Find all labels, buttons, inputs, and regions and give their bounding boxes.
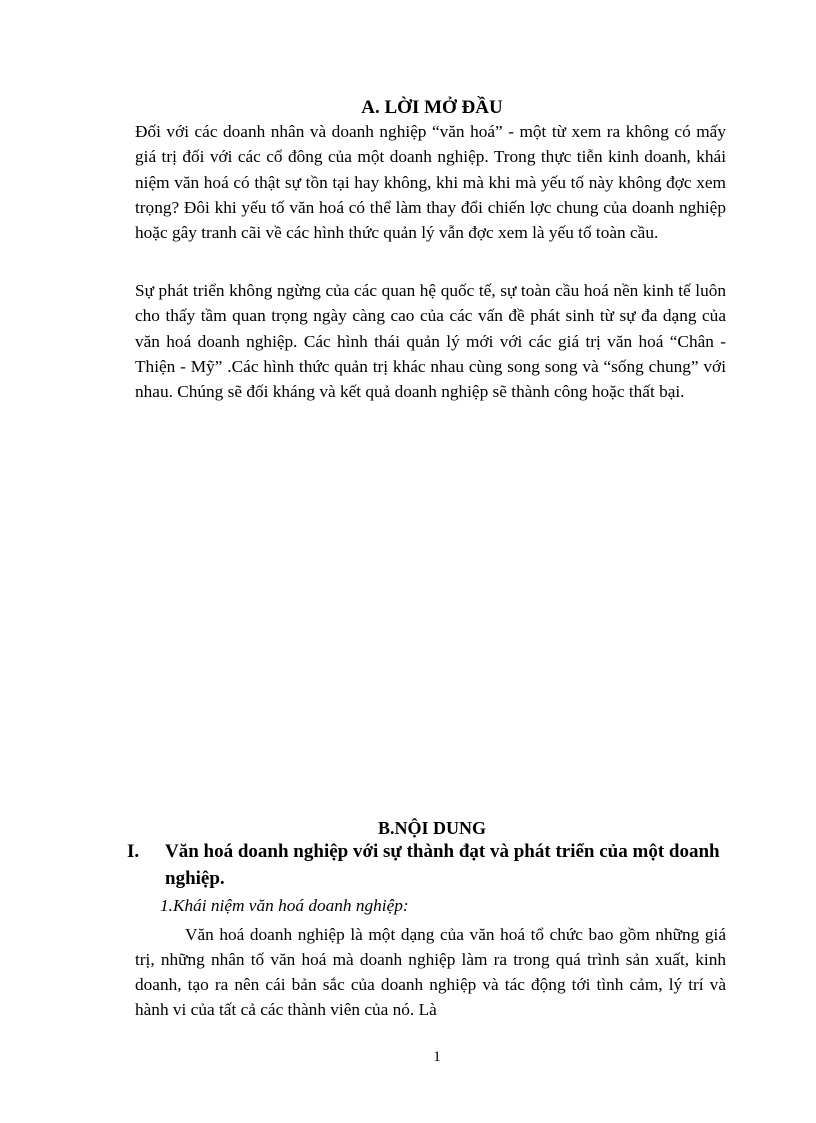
subsection-heading: 1.Khái niệm văn hoá doanh nghiệp: — [160, 896, 409, 915]
section-i-title: Văn hoá doanh nghiệp với sự thành đạt và phát triển của một doanh nghiệp. — [165, 841, 720, 889]
intro-paragraph-1: Đối với các doanh nhân và doanh nghiệp “văn hoá” - một từ xem ra không có mấy giá trị đối với các cổ đông của một doanh nghiệp. Trong thực tiễn kinh doanh, khái niệm văn hoá có thật sự tồn tại hay không, khi mà khi mà yếu tố này không đợc xem trọng? Đôi khi yếu tố văn hoá có thể làm thay đổi chiến lợc chung của doanh nghiệp hoặc gây tranh cãi về các hình thức quản lý vẫn đợc xem là yếu tố toàn cầu. — [135, 122, 726, 243]
section-i-number: I. — [127, 841, 140, 862]
section-i-heading — [127, 838, 763, 892]
body-paragraph: Văn hoá doanh nghiệp là một dạng của văn hoá tổ chức bao gồm những giá trị, những nhân tố văn hoá mà doanh nghiệp làm ra trong quá trình sản xuất, kinh doanh, tạo ra nên cái bản sắc của doanh nghiệp và tác động tới tình cảm, lý trí và hành vi của tất cả các thành viên của nó. Là — [135, 925, 726, 1019]
intro-paragraph-2: Sự phát triển không ngừng của các quan hệ quốc tế, sự toàn cầu hoá nền kinh tế luôn cho thấy tầm quan trọng ngày càng cao của các vấn đề phát sinh từ sự đa dạng của văn hoá doanh nghiệp. Các hình thái quản lý mới với các giá trị văn hoá “Chân - Thiện - Mỹ” .Các hình thức quản trị khác nhau cùng song song và “sống chung” với nhau. Chúng sẽ đối kháng và kết quả doanh nghiệp sẽ thành công hoặc thất bại. — [135, 281, 726, 402]
heading-noi-dung: B.NỘI DUNG — [377, 818, 486, 838]
page-number: 1 — [433, 1049, 441, 1065]
heading-loi-mo-dau: A. LỜI MỞ ĐẦU — [361, 97, 503, 118]
